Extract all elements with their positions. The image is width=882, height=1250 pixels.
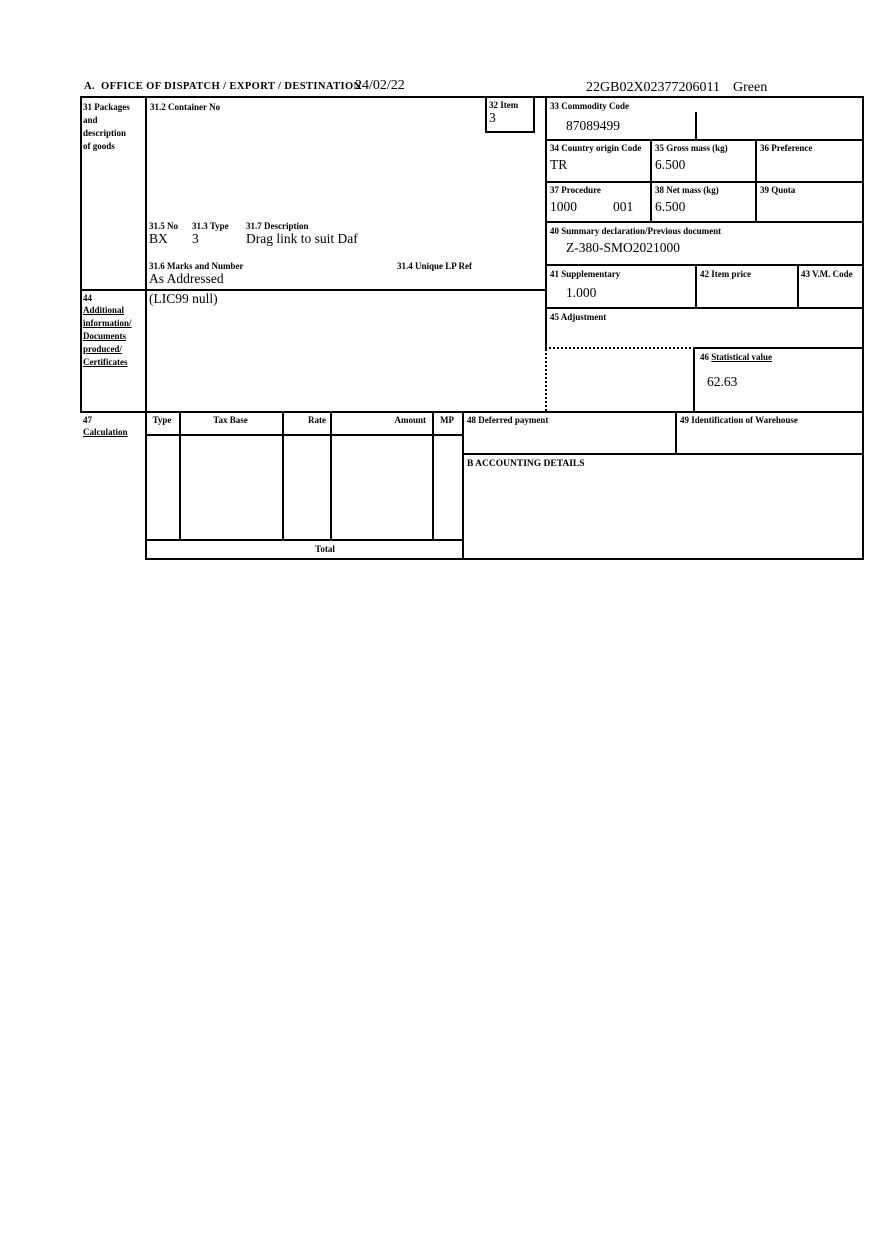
box31-type-label: 31.3 Type <box>192 221 229 231</box>
box44-label: Additional information/ Documents produced/ Certificates <box>83 305 132 367</box>
box31-lp-ref-label: 31.4 Unique LP Ref <box>397 261 473 271</box>
form-line <box>80 96 864 98</box>
form-line <box>80 411 864 413</box>
box31-type-value: 3 <box>192 231 199 246</box>
box31-no-value: BX <box>149 231 168 246</box>
box32-label: 32 Item <box>489 100 519 110</box>
box39-label: 39 Quota <box>760 185 796 195</box>
form-line <box>545 181 864 183</box>
form-line <box>650 139 652 223</box>
box48-label: 48 Deferred payment <box>467 415 549 425</box>
box40-label: 40 Summary declaration/Previous document <box>550 226 722 236</box>
form-line <box>432 411 434 541</box>
form-line <box>282 411 284 541</box>
form-line <box>145 434 464 436</box>
form-line <box>545 96 547 349</box>
box35-label: 35 Gross mass (kg) <box>655 143 728 153</box>
box44-number: 44 <box>83 293 92 303</box>
box43-label: 43 V.M. Code <box>801 269 853 279</box>
form-line-dotted <box>545 349 547 411</box>
declaration-reference: 22GB02X02377206011 <box>586 80 721 95</box>
form-line <box>80 96 82 413</box>
box38-value: 6.500 <box>655 199 686 214</box>
form-line <box>545 221 864 223</box>
box41-value: 1.000 <box>566 285 597 300</box>
col-header-rate: Rate <box>308 415 326 425</box>
box37-value-2: 001 <box>613 199 634 214</box>
box34-value: TR <box>550 157 568 172</box>
form-line <box>797 264 799 309</box>
box36-label: 36 Preference <box>760 143 813 153</box>
box46-value: 62.63 <box>707 374 738 389</box>
total-label: Total <box>315 544 335 554</box>
box46-label: 46 Statistical value <box>700 352 772 362</box>
form-line <box>695 264 697 309</box>
box33-label: 33 Commodity Code <box>550 101 629 111</box>
form-line <box>533 96 535 133</box>
box32-value: 3 <box>489 110 496 125</box>
form-line-dotted <box>545 347 695 349</box>
form-line <box>485 131 535 133</box>
box42-label: 42 Item price <box>700 269 751 279</box>
form-line <box>695 112 697 141</box>
form-line <box>462 411 464 560</box>
box37-label: 37 Procedure <box>550 185 601 195</box>
box31-description-label: 31.7 Description <box>246 221 309 231</box>
box31-marks-label: 31.6 Marks and Number <box>149 261 244 271</box>
form-line <box>675 411 677 455</box>
form-line <box>862 96 864 560</box>
box41-label: 41 Supplementary <box>550 269 621 279</box>
box31-description-value: Drag link to suit Daf <box>246 231 358 246</box>
box31-no-label: 31.5 No <box>149 221 178 231</box>
form-line <box>145 539 464 541</box>
box34-label: 34 Country origin Code <box>550 143 642 153</box>
col-header-tax-base: Tax Base <box>213 415 248 425</box>
col-header-type: Type <box>152 415 172 425</box>
form-line <box>693 347 864 349</box>
declaration-date: 24/02/22 <box>355 78 405 93</box>
col-header-mp: MP <box>440 415 454 425</box>
box40-value: Z-380-SMO2021000 <box>566 240 680 255</box>
form-line <box>545 264 864 266</box>
form-line <box>545 307 864 309</box>
form-line <box>145 558 864 560</box>
form-line <box>179 411 181 541</box>
box37-value-1: 1000 <box>550 199 577 214</box>
box31-marks-value: As Addressed <box>149 271 224 286</box>
box45-label: 45 Adjustment <box>550 312 607 322</box>
form-line <box>545 139 864 141</box>
form-line <box>755 139 757 223</box>
office-of-dispatch-label: A. OFFICE OF DISPATCH / EXPORT / DESTINATION <box>84 81 362 92</box>
box31-label: 31 Packages and description of goods <box>83 102 130 151</box>
box47-label: Calculation <box>83 427 128 437</box>
form-line <box>330 411 332 541</box>
accounting-details-label: B ACCOUNTING DETAILS <box>467 459 585 469</box>
form-line <box>485 96 487 133</box>
box38-label: 38 Net mass (kg) <box>655 185 719 195</box>
box33-value: 87089499 <box>566 118 620 133</box>
box49-label: 49 Identification of Warehouse <box>680 415 798 425</box>
box35-value: 6.500 <box>655 157 686 172</box>
form-line <box>462 453 864 455</box>
box31-container-label: 31.2 Container No <box>150 102 221 112</box>
col-header-amount: Amount <box>394 415 426 425</box>
routing-status: Green <box>733 80 768 95</box>
form-line <box>693 347 695 413</box>
box44-value: (LIC99 null) <box>149 291 218 306</box>
box47-number: 47 <box>83 415 92 425</box>
